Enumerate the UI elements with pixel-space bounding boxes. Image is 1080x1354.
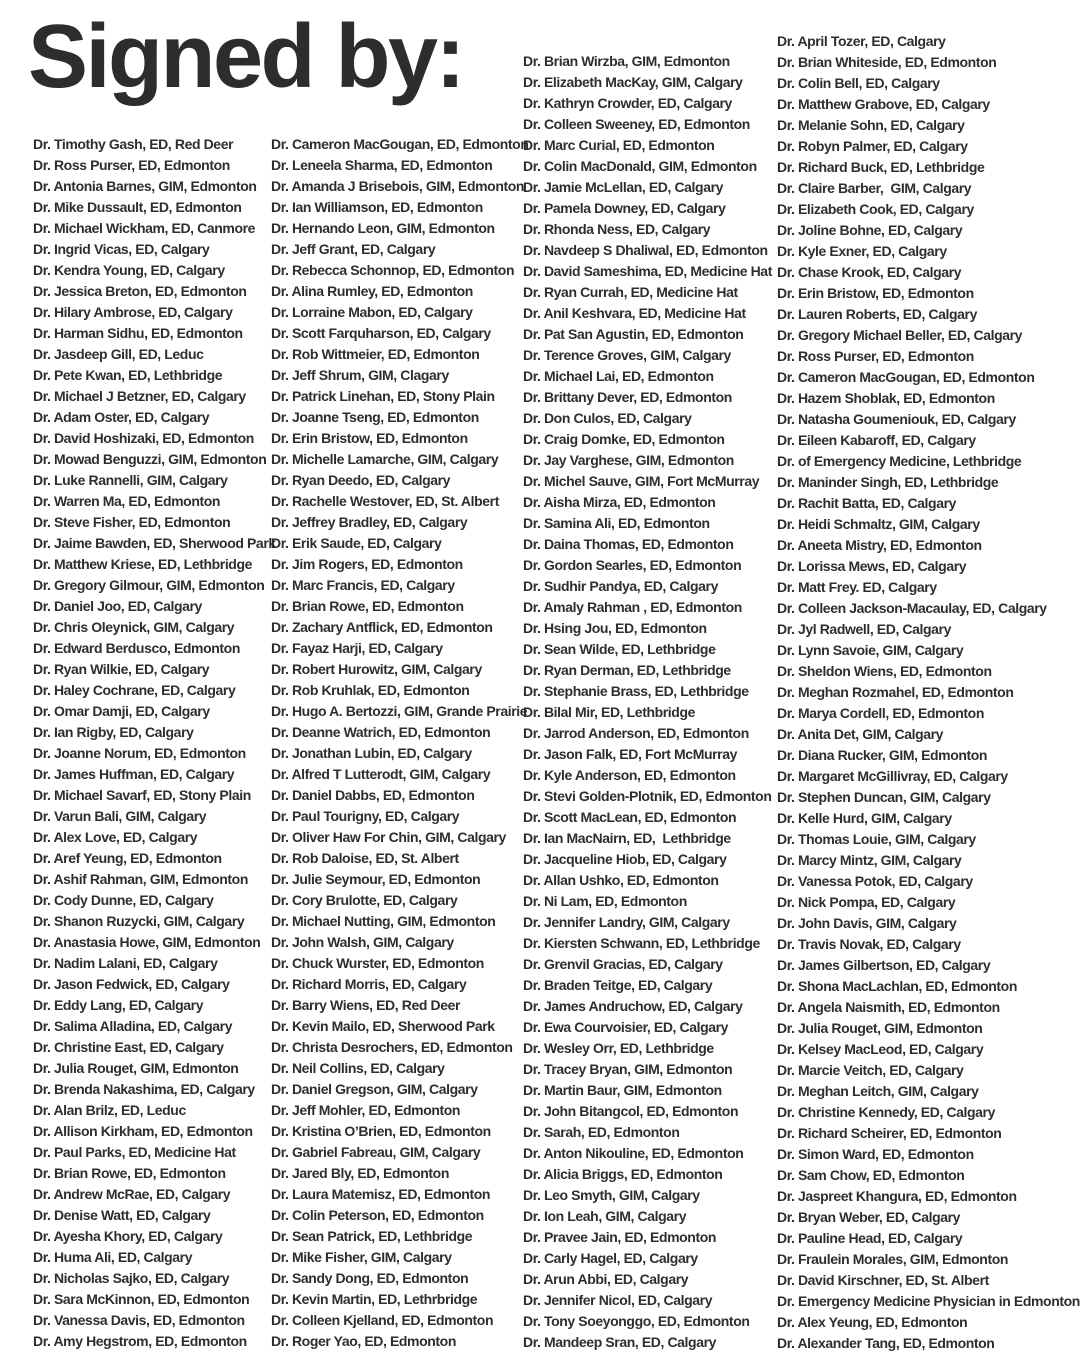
signatory-entry: Dr. Travis Novak, ED, Calgary: [777, 936, 961, 952]
signatory-entry: Dr. Ian MacNairn, ED, Lethbridge: [523, 830, 731, 846]
signatory-entry: Dr. Wesley Orr, ED, Lethbridge: [523, 1040, 714, 1056]
signatory-entry: Dr. Kyle Anderson, ED, Edmonton: [523, 767, 736, 783]
signatory-entry: Dr. of Emergency Medicine, Lethbridge: [777, 453, 1022, 469]
signatory-entry: Dr. Jessica Breton, ED, Edmonton: [33, 283, 247, 299]
signatory-entry: Dr. Gabriel Fabreau, GIM, Calgary: [271, 1144, 481, 1160]
signatory-entry: Dr. Hsing Jou, ED, Edmonton: [523, 620, 707, 636]
signatory-entry: Dr. Hazem Shoblak, ED, Edmonton: [777, 390, 995, 406]
signatory-entry: Dr. Ion Leah, GIM, Calgary: [523, 1208, 687, 1224]
signatory-entry: Dr. Arun Abbi, ED, Calgary: [523, 1271, 689, 1287]
signatory-entry: Dr. Cody Dunne, ED, Calgary: [33, 892, 214, 908]
signatory-entry: Dr. Michel Sauve, GIM, Fort McMurray: [523, 473, 760, 489]
signatory-entry: Dr. Alan Brilz, ED, Leduc: [33, 1102, 186, 1118]
signatory-entry: Dr. Scott Farquharson, ED, Calgary: [271, 325, 491, 341]
signatory-entry: Dr. Omar Damji, ED, Calgary: [33, 703, 210, 719]
page-title: Signed by:: [28, 7, 464, 107]
signatory-entry: Dr. Christine Kennedy, ED, Calgary: [777, 1104, 995, 1120]
signatory-entry: Dr. Joline Bohne, ED, Calgary: [777, 222, 963, 238]
signatories-column-4: [777, 31, 1080, 1354]
signatory-entry: Dr. Hilary Ambrose, ED, Calgary: [33, 304, 233, 320]
signatory-entry: Dr. Jonathan Lubin, ED, Calgary: [271, 745, 472, 761]
signatory-entry: Dr. Daniel Gregson, GIM, Calgary: [271, 1081, 478, 1097]
signatory-entry: Dr. Jason Fedwick, ED, Calgary: [33, 976, 230, 992]
signatory-entry: Dr. Adam Oster, ED, Calgary: [33, 409, 210, 425]
signatory-entry: Dr. Allison Kirkham, ED, Edmonton: [33, 1123, 253, 1139]
signatory-entry: Dr. Deanne Watrich, ED, Edmonton: [271, 724, 491, 740]
signatory-entry: Dr. Amy Hegstrom, ED, Edmonton: [33, 1333, 247, 1349]
signatory-entry: Dr. Timothy Gash, ED, Red Deer: [33, 136, 234, 152]
signatory-entry: Dr. Daniel Joo, ED, Calgary: [33, 598, 202, 614]
signatory-entry: Dr. Stephen Duncan, GIM, Calgary: [777, 789, 991, 805]
signatory-entry: Dr. Grenvil Gracias, ED, Calgary: [523, 956, 723, 972]
signatory-entry: Dr. Margaret McGillivray, ED, Calgary: [777, 768, 1008, 784]
signatory-entry: Dr. Michelle Lamarche, GIM, Calgary: [271, 451, 499, 467]
signatory-entry: Dr. Jeff Grant, ED, Calgary: [271, 241, 436, 257]
signatory-entry: Dr. Shanon Ruzycki, GIM, Calgary: [33, 913, 245, 929]
signatory-entry: Dr. Ayesha Khory, ED, Calgary: [33, 1228, 223, 1244]
signatory-entry: Dr. Kevin Mailo, ED, Sherwood Park: [271, 1018, 495, 1034]
signatory-entry: Dr. Ryan Currah, ED, Medicine Hat: [523, 284, 738, 300]
signatory-entry: Dr. Pravee Jain, ED, Edmonton: [523, 1229, 717, 1245]
signatory-entry: Dr. Antonia Barnes, GIM, Edmonton: [33, 178, 257, 194]
signatory-entry: Dr. Erin Bristow, ED, Edmonton: [777, 285, 974, 301]
signatory-entry: Dr. Denise Watt, ED, Calgary: [33, 1207, 211, 1223]
signatory-entry: Dr. April Tozer, ED, Calgary: [777, 33, 946, 49]
signatory-entry: Dr. Fraulein Morales, GIM, Edmonton: [777, 1251, 1009, 1267]
signatory-entry: Dr. Mowad Benguzzi, GIM, Edmonton: [33, 451, 267, 467]
signatory-entry: Dr. Daina Thomas, ED, Edmonton: [523, 536, 734, 552]
signatory-entry: Dr. Laura Matemisz, ED, Edmonton: [271, 1186, 491, 1202]
signatory-entry: Dr. Martin Baur, GIM, Edmonton: [523, 1082, 722, 1098]
signatory-entry: Dr. Jared Bly, ED, Edmonton: [271, 1165, 449, 1181]
signatory-entry: Dr. Colin MacDonald, GIM, Edmonton: [523, 158, 757, 174]
signatory-entry: Dr. Matt Frey. ED, Calgary: [777, 579, 937, 595]
signatory-entry: Dr. Vanessa Potok, ED, Calgary: [777, 873, 973, 889]
signatory-entry: Dr. Marya Cordell, ED, Edmonton: [777, 705, 984, 721]
signatories-column-2: [271, 134, 528, 1352]
signatory-entry: Dr. Bilal Mir, ED, Lethbridge: [523, 704, 695, 720]
signatory-entry: Dr. Navdeep S Dhaliwal, ED, Edmonton: [523, 242, 768, 258]
signatory-entry: Dr. Brittany Dever, ED, Edmonton: [523, 389, 732, 405]
signatory-entry: Dr. Andrew McRae, ED, Calgary: [33, 1186, 231, 1202]
signatory-entry: Dr. Gregory Michael Beller, ED, Calgary: [777, 327, 1023, 343]
signatory-entry: Dr. Lynn Savoie, GIM, Calgary: [777, 642, 964, 658]
signatory-entry: Dr. Matthew Grabove, ED, Calgary: [777, 96, 990, 112]
signatory-entry: Dr. Mike Dussault, ED, Edmonton: [33, 199, 242, 215]
signatory-entry: Dr. Huma Ali, ED, Calgary: [33, 1249, 193, 1265]
signatory-entry: Dr. Anton Nikouline, ED, Edmonton: [523, 1145, 744, 1161]
signatory-entry: Dr. Alex Love, ED, Calgary: [33, 829, 198, 845]
signatory-entry: Dr. Tracey Bryan, GIM, Edmonton: [523, 1061, 733, 1077]
signatory-entry: Dr. David Sameshima, ED, Medicine Hat: [523, 263, 772, 279]
signatory-entry: Dr. Kendra Young, ED, Calgary: [33, 262, 225, 278]
signatory-entry: Dr. Stevi Golden-Plotnik, ED, Edmonton: [523, 788, 772, 804]
signatory-entry: Dr. Don Culos, ED, Calgary: [523, 410, 692, 426]
signatory-entry: Dr. Sara McKinnon, ED, Edmonton: [33, 1291, 250, 1307]
signatory-entry: Dr. Colleen Sweeney, ED, Edmonton: [523, 116, 750, 132]
signatory-entry: Dr. Julia Rouget, GIM, Edmonton: [777, 1020, 983, 1036]
signatory-entry: Dr. Jamie McLellan, ED, Calgary: [523, 179, 724, 195]
signatory-entry: Dr. Pauline Head, ED, Calgary: [777, 1230, 963, 1246]
signatory-entry: Dr. Rachelle Westover, ED, St. Albert: [271, 493, 499, 509]
signatory-entry: Dr. Hernando Leon, GIM, Edmonton: [271, 220, 495, 236]
signatory-entry: Dr. Maninder Singh, ED, Lethbridge: [777, 474, 999, 490]
signatory-entry: Dr. Jim Rogers, ED, Edmonton: [271, 556, 463, 572]
signatory-entry: Dr. Chris Oleynick, GIM, Calgary: [33, 619, 235, 635]
signatory-entry: Dr. Lauren Roberts, ED, Calgary: [777, 306, 977, 322]
signatory-entry: Dr. Ross Purser, ED, Edmonton: [777, 348, 974, 364]
signatory-entry: Dr. Cameron MacGougan, ED, Edmonton: [777, 369, 1035, 385]
signatory-entry: Dr. Marcy Mintz, GIM, Calgary: [777, 852, 962, 868]
signatory-entry: Dr. Brian Rowe, ED, Edmonton: [33, 1165, 226, 1181]
signatory-entry: Dr. Daniel Dabbs, ED, Edmonton: [271, 787, 475, 803]
signatory-entry: Dr. Meghan Rozmahel, ED, Edmonton: [777, 684, 1014, 700]
signatory-entry: Dr. Jennifer Nicol, ED, Calgary: [523, 1292, 713, 1308]
signatory-entry: Dr. Michael Nutting, GIM, Edmonton: [271, 913, 496, 929]
signatory-entry: Dr. Lorissa Mews, ED, Calgary: [777, 558, 967, 574]
signatory-entry: Dr. Kiersten Schwann, ED, Lethbridge: [523, 935, 760, 951]
signatory-entry: Dr. Leo Smyth, GIM, Calgary: [523, 1187, 700, 1203]
signatory-entry: Dr. Colleen Jackson-Macaulay, ED, Calgary: [777, 600, 1047, 616]
signatory-entry: Dr. Erik Saude, ED, Calgary: [271, 535, 442, 551]
signatory-entry: Dr. Pamela Downey, ED, Calgary: [523, 200, 726, 216]
signatory-entry: Dr. Joanne Tseng, ED, Edmonton: [271, 409, 479, 425]
signatory-entry: Dr. Chase Krook, ED, Calgary: [777, 264, 962, 280]
signatory-entry: Dr. Neil Collins, ED, Calgary: [271, 1060, 445, 1076]
signatory-entry: Dr. Erin Bristow, ED, Edmonton: [271, 430, 468, 446]
signatory-entry: Dr. Alfred T Lutterodt, GIM, Calgary: [271, 766, 491, 782]
signatory-entry: Dr. Heidi Schmaltz, GIM, Calgary: [777, 516, 980, 532]
signatory-entry: Dr. Jaime Bawden, ED, Sherwood Park: [33, 535, 276, 551]
signatory-entry: Dr. Sean Patrick, ED, Lethbridge: [271, 1228, 473, 1244]
signatory-entry: Dr. David Hoshizaki, ED, Edmonton: [33, 430, 254, 446]
signatory-entry: Dr. Roger Yao, ED, Edmonton: [271, 1333, 456, 1349]
signatory-entry: Dr. Christine East, ED, Calgary: [33, 1039, 224, 1055]
signatory-entry: Dr. David Kirschner, ED, St. Albert: [777, 1272, 989, 1288]
signatory-entry: Dr. Chuck Wurster, ED, Edmonton: [271, 955, 484, 971]
signatory-entry: Dr. Thomas Louie, GIM, Calgary: [777, 831, 976, 847]
signatory-entry: Dr. Kathryn Crowder, ED, Calgary: [523, 95, 732, 111]
signatory-entry: Dr. Julia Rouget, GIM, Edmonton: [33, 1060, 239, 1076]
signatory-entry: Dr. Robyn Palmer, ED, Calgary: [777, 138, 968, 154]
signatory-entry: Dr. Leneela Sharma, ED, Edmonton: [271, 157, 493, 173]
signatory-entry: Dr. Eddy Lang, ED, Calgary: [33, 997, 204, 1013]
signatory-entry: Dr. James Gilbertson, ED, Calgary: [777, 957, 991, 973]
signatory-entry: Dr. Nicholas Sajko, ED, Calgary: [33, 1270, 230, 1286]
signatory-entry: Dr. Patrick Linehan, ED, Stony Plain: [271, 388, 495, 404]
signatory-entry: Dr. Bryan Weber, ED, Calgary: [777, 1209, 961, 1225]
signatory-entry: Dr. Vanessa Davis, ED, Edmonton: [33, 1312, 245, 1328]
signatory-entry: Dr. Braden Teitge, ED, Calgary: [523, 977, 713, 993]
signatory-entry: Dr. Alina Rumley, ED, Edmonton: [271, 283, 473, 299]
signatory-entry: Dr. Jay Varghese, GIM, Edmonton: [523, 452, 734, 468]
signatory-entry: Dr. Luke Rannelli, GIM, Calgary: [33, 472, 228, 488]
signatory-entry: Dr. Rebecca Schonnop, ED, Edmonton: [271, 262, 515, 278]
signatory-entry: Dr. Lorraine Mabon, ED, Calgary: [271, 304, 473, 320]
signatory-entry: Dr. Richard Buck, ED, Lethbridge: [777, 159, 985, 175]
signatory-entry: Dr. James Huffman, ED, Calgary: [33, 766, 235, 782]
signatory-entry: Dr. Gordon Searles, ED, Edmonton: [523, 557, 742, 573]
signatory-entry: Dr. Jyl Radwell, ED, Calgary: [777, 621, 951, 637]
signatory-entry: Dr. Brenda Nakashima, ED, Calgary: [33, 1081, 255, 1097]
signatory-entry: Dr. Angela Naismith, ED, Edmonton: [777, 999, 1000, 1015]
signatory-entry: Dr. Alicia Briggs, ED, Edmonton: [523, 1166, 723, 1182]
signatory-entry: Dr. Harman Sidhu, ED, Edmonton: [33, 325, 243, 341]
signatories-column-3: [523, 51, 772, 1353]
signatory-entry: Dr. Alex Yeung, ED, Edmonton: [777, 1314, 968, 1330]
signatory-entry: Dr. Varun Bali, GIM, Calgary: [33, 808, 207, 824]
signatory-entry: Dr. Salima Alladina, ED, Calgary: [33, 1018, 233, 1034]
signatory-entry: Dr. Aisha Mirza, ED, Edmonton: [523, 494, 716, 510]
signatory-entry: Dr. Michael Wickham, ED, Canmore: [33, 220, 256, 236]
signatory-entry: Dr. John Walsh, GIM, Calgary: [271, 934, 454, 950]
signatory-entry: Dr. Haley Cochrane, ED, Calgary: [33, 682, 236, 698]
signatory-entry: Dr. Oliver Haw For Chin, GIM, Calgary: [271, 829, 506, 845]
signatory-entry: Dr. Rob Kruhlak, ED, Edmonton: [271, 682, 470, 698]
signatory-entry: Dr. Amaly Rahman , ED, Edmonton: [523, 599, 742, 615]
signatory-entry: Dr. Brian Whiteside, ED, Edmonton: [777, 54, 997, 70]
signatory-entry: Dr. Kelsey MacLeod, ED, Calgary: [777, 1041, 984, 1057]
signatory-entry: Dr. Rob Daloise, ED, St. Albert: [271, 850, 459, 866]
signatory-entry: Dr. Jeffrey Bradley, ED, Calgary: [271, 514, 468, 530]
signatory-entry: Dr. Rhonda Ness, ED, Calgary: [523, 221, 711, 237]
signatory-entry: Dr. Christa Desrochers, ED, Edmonton: [271, 1039, 513, 1055]
signatory-entry: Dr. Samina Ali, ED, Edmonton: [523, 515, 710, 531]
signatory-entry: Dr. Claire Barber, GIM, Calgary: [777, 180, 972, 196]
signatory-entry: Dr. Diana Rucker, GIM, Edmonton: [777, 747, 988, 763]
signatory-entry: Dr. Jeff Mohler, ED, Edmonton: [271, 1102, 461, 1118]
signatory-entry: Dr. Kelle Hurd, GIM, Calgary: [777, 810, 952, 826]
signatory-entry: Dr. Ingrid Vicas, ED, Calgary: [33, 241, 210, 257]
signatory-entry: Dr. Barry Wiens, ED, Red Deer: [271, 997, 461, 1013]
signatory-entry: Dr. Rob Wittmeier, ED, Edmonton: [271, 346, 480, 362]
signatory-entry: Dr. Shona MacLachlan, ED, Edmonton: [777, 978, 1017, 994]
signatory-entry: Dr. Jason Falk, ED, Fort McMurray: [523, 746, 737, 762]
signatory-entry: Dr. Sudhir Pandya, ED, Calgary: [523, 578, 718, 594]
signatory-entry: Dr. Fayaz Harji, ED, Calgary: [271, 640, 443, 656]
signatory-entry: Dr. Sam Chow, ED, Edmonton: [777, 1167, 965, 1183]
signatory-entry: Dr. Mike Fisher, GIM, Calgary: [271, 1249, 452, 1265]
signatory-entry: Dr. Anastasia Howe, GIM, Edmonton: [33, 934, 261, 950]
signatory-entry: Dr. Aneeta Mistry, ED, Edmonton: [777, 537, 982, 553]
signatory-entry: Dr. Simon Ward, ED, Edmonton: [777, 1146, 974, 1162]
signatory-entry: Dr. Stephanie Brass, ED, Lethbridge: [523, 683, 749, 699]
signatory-entry: Dr. Mandeep Sran, ED, Calgary: [523, 1334, 717, 1350]
signatory-entry: Dr. Brian Wirzba, GIM, Edmonton: [523, 53, 730, 69]
signatory-entry: Dr. Paul Tourigny, ED, Calgary: [271, 808, 460, 824]
signatory-entry: Dr. Tony Soeyonggo, ED, Edmonton: [523, 1313, 750, 1329]
signatory-entry: Dr. Colin Peterson, ED, Edmonton: [271, 1207, 484, 1223]
signatory-entry: Dr. Ashif Rahman, GIM, Edmonton: [33, 871, 248, 887]
signatory-entry: Dr. Anita Det, GIM, Calgary: [777, 726, 944, 742]
signatory-entry: Dr. Amanda J Brisebois, GIM, Edmonton: [271, 178, 525, 194]
signatory-entry: Dr. Michael Savarf, ED, Stony Plain: [33, 787, 251, 803]
signatory-entry: Dr. Pat San Agustin, ED, Edmonton: [523, 326, 744, 342]
signatory-entry: Dr. John Davis, GIM, Calgary: [777, 915, 957, 931]
signatory-entry: Dr. Richard Scheirer, ED, Edmonton: [777, 1125, 1002, 1141]
signatory-entry: Dr. Sheldon Wiens, ED, Edmonton: [777, 663, 992, 679]
signatory-entry: Dr. Alexander Tang, ED, Edmonton: [777, 1335, 995, 1351]
signatory-entry: Dr. Allan Ushko, ED, Edmonton: [523, 872, 719, 888]
signatory-entry: Dr. Kristina O’Brien, ED, Edmonton: [271, 1123, 491, 1139]
signatory-entry: Dr. Jarrod Anderson, ED, Edmonton: [523, 725, 749, 741]
signatory-entry: Dr. Elizabeth MacKay, GIM, Calgary: [523, 74, 743, 90]
signatory-entry: Dr. Julie Seymour, ED, Edmonton: [271, 871, 481, 887]
signatory-entry: Dr. Richard Morris, ED, Calgary: [271, 976, 467, 992]
signatory-entry: Dr. Ni Lam, ED, Edmonton: [523, 893, 687, 909]
signatory-entry: Dr. Cory Brulotte, ED, Calgary: [271, 892, 458, 908]
signatory-entry: Dr. Nadim Lalani, ED, Calgary: [33, 955, 218, 971]
signatory-entry: Dr. Ian Williamson, ED, Edmonton: [271, 199, 483, 215]
signatory-entry: Dr. Matthew Kriese, ED, Lethbridge: [33, 556, 252, 572]
signatory-entry: Dr. Carly Hagel, ED, Calgary: [523, 1250, 698, 1266]
signatory-entry: Dr. John Bitangcol, ED, Edmonton: [523, 1103, 739, 1119]
signatory-entry: Dr. Jacqueline Hiob, ED, Calgary: [523, 851, 727, 867]
signatory-entry: Dr. Nick Pompa, ED, Calgary: [777, 894, 956, 910]
signatory-entry: Dr. Ewa Courvoisier, ED, Calgary: [523, 1019, 729, 1035]
signatory-entry: Dr. Ryan Derman, ED, Lethbridge: [523, 662, 731, 678]
signatory-entry: Dr. Craig Domke, ED, Edmonton: [523, 431, 725, 447]
signatory-entry: Dr. Melanie Sohn, ED, Calgary: [777, 117, 965, 133]
signatory-entry: Dr. Ryan Deedo, ED, Calgary: [271, 472, 451, 488]
signatory-entry: Dr. Kyle Exner, ED, Calgary: [777, 243, 947, 259]
signatory-entry: Dr. Colin Bell, ED, Calgary: [777, 75, 940, 91]
signatory-entry: Dr. Sean Wilde, ED, Lethbridge: [523, 641, 716, 657]
signatory-entry: Dr. Jasdeep Gill, ED, Leduc: [33, 346, 204, 362]
signatory-entry: Dr. Jennifer Landry, GIM, Calgary: [523, 914, 730, 930]
signatory-entry: Dr. Sandy Dong, ED, Edmonton: [271, 1270, 469, 1286]
signatory-entry: Dr. Terence Groves, GIM, Calgary: [523, 347, 731, 363]
signatory-entry: Dr. Marc Francis, ED, Calgary: [271, 577, 455, 593]
signatory-entry: Dr. Steve Fisher, ED, Edmonton: [33, 514, 231, 530]
signatory-entry: Dr. Gregory Gilmour, GIM, Edmonton: [33, 577, 265, 593]
signatory-entry: Dr. Colleen Kjelland, ED, Edmonton: [271, 1312, 494, 1328]
signatory-entry: Dr. Marcie Veitch, ED, Calgary: [777, 1062, 964, 1078]
signatory-entry: Dr. Anil Keshvara, ED, Medicine Hat: [523, 305, 746, 321]
signatory-entry: Dr. Cameron MacGougan, ED, Edmonton: [271, 136, 529, 152]
signatory-entry: Dr. Brian Rowe, ED, Edmonton: [271, 598, 464, 614]
signatory-entry: Dr. Michael J Betzner, ED, Calgary: [33, 388, 246, 404]
signatory-entry: Dr. Meghan Leitch, GIM, Calgary: [777, 1083, 979, 1099]
signatory-entry: Dr. Aref Yeung, ED, Edmonton: [33, 850, 222, 866]
signatory-entry: Dr. Edward Berdusco, Edmonton: [33, 640, 240, 656]
signatory-entry: Dr. Paul Parks, ED, Medicine Hat: [33, 1144, 236, 1160]
signatory-entry: Dr. Hugo A. Bertozzi, GIM, Grande Prairie: [271, 703, 528, 719]
signatory-entry: Dr. Jaspreet Khangura, ED, Edmonton: [777, 1188, 1017, 1204]
signatory-entry: Dr. Elizabeth Cook, ED, Calgary: [777, 201, 974, 217]
signatory-entry: Dr. Jeff Shrum, GIM, Clagary: [271, 367, 449, 383]
signatory-entry: Dr. Emergency Medicine Physician in Edmonton: [777, 1293, 1080, 1309]
signatory-entry: Dr. Joanne Norum, ED, Edmonton: [33, 745, 246, 761]
signatory-entry: Dr. Kevin Martin, ED, Lethrbridge: [271, 1291, 478, 1307]
signatories-column-1: [33, 134, 276, 1352]
signatory-entry: Dr. Robert Hurowitz, GIM, Calgary: [271, 661, 482, 677]
signatory-entry: Dr. Natasha Goumeniouk, ED, Calgary: [777, 411, 1016, 427]
signatory-entry: Dr. Zachary Antflick, ED, Edmonton: [271, 619, 493, 635]
signatory-entry: Dr. Ross Purser, ED, Edmonton: [33, 157, 230, 173]
signatory-entry: Dr. Sarah, ED, Edmonton: [523, 1124, 680, 1140]
signatory-entry: Dr. Michael Lai, ED, Edmonton: [523, 368, 714, 384]
signatory-entry: Dr. Warren Ma, ED, Edmonton: [33, 493, 221, 509]
signatory-entry: Dr. Ian Rigby, ED, Calgary: [33, 724, 194, 740]
signatory-entry: Dr. Eileen Kabaroff, ED, Calgary: [777, 432, 976, 448]
signatory-entry: Dr. Marc Curial, ED, Edmonton: [523, 137, 715, 153]
signatory-entry: Dr. Scott MacLean, ED, Edmonton: [523, 809, 737, 825]
signatory-entry: Dr. Ryan Wilkie, ED, Calgary: [33, 661, 210, 677]
signatory-entry: Dr. Rachit Batta, ED, Calgary: [777, 495, 957, 511]
signatory-entry: Dr. Pete Kwan, ED, Lethbridge: [33, 367, 223, 383]
signatory-entry: Dr. James Andruchow, ED, Calgary: [523, 998, 743, 1014]
